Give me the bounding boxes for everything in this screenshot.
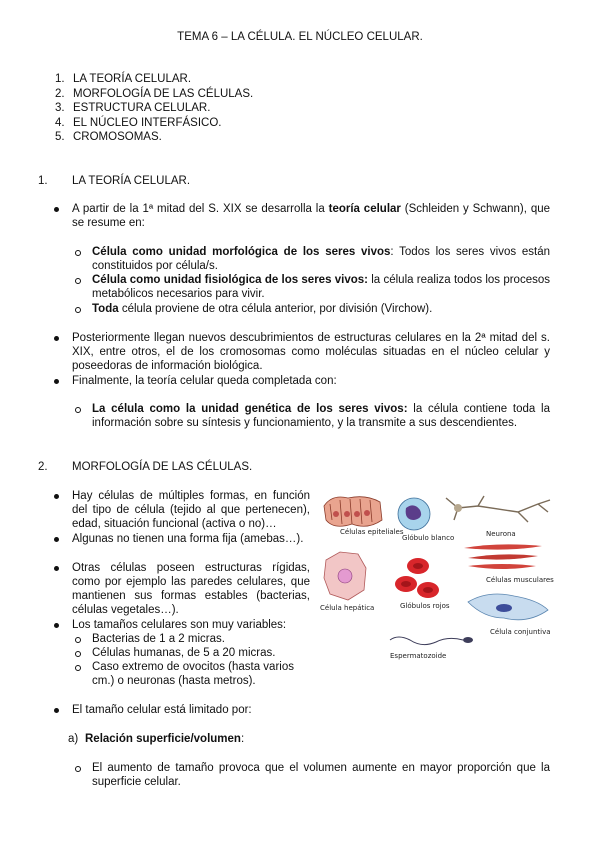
bullet-dot	[54, 623, 59, 628]
bullet-tamanos: Los tamaños celulares son muy variables:	[72, 618, 310, 632]
sub-bullet-morfologica: Célula como unidad morfológica de los seres vivos: Todos los seres vivos están constituidos por célula/s.	[92, 245, 550, 273]
sub-bullet-volumen: El aumento de tamaño provoca que el volumen aumente en mayor proporción que la superficie celular.	[92, 761, 550, 789]
hepatic-cell-illustration	[324, 552, 366, 600]
sub-heading-a: a) Relación superficie/volumen:	[68, 733, 245, 745]
sperm-illustration	[390, 637, 473, 645]
sub-bullet-division: Toda célula proviene de otra célula anterior, por división (Virchow).	[92, 302, 550, 316]
label-rojos: Glóbulos rojos	[400, 602, 450, 610]
white-blood-cell-illustration	[398, 498, 430, 530]
sub-bullet-genetica: La célula como la unidad genética de los seres vivos: la célula contiene toda la información sobre su síntesis y funcionamiento, y la transmite a sus descendientes.	[92, 402, 550, 430]
sub-bullet-circle	[75, 407, 81, 413]
cell-types-figure	[318, 490, 554, 662]
bullet-dot	[54, 336, 59, 341]
table-of-contents	[55, 72, 253, 145]
label-espermatozoide: Espermatozoide	[390, 652, 447, 660]
size-item: Bacterias de 1 a 2 micras.	[92, 632, 312, 646]
bullet-dot	[54, 379, 59, 384]
sub-bullet-circle	[75, 250, 81, 256]
bullet-amebas: Algunas no tienen una forma fija (amebas…).	[72, 532, 310, 546]
section-1-heading: 1. LA TEORÍA CELULAR.	[38, 175, 191, 187]
toc-item: 5. CROMOSOMAS.	[55, 131, 162, 143]
sub-bullet-fisiologica: Célula como unidad fisiológica de los seres vivos: la célula realiza todos los procesos metabólicos necesarios para vivir.	[92, 273, 550, 301]
toc-item: 1. LA TEORÍA CELULAR.	[55, 73, 192, 85]
label-neurona: Neurona	[486, 530, 516, 538]
bullet-intro: A partir de la 1ª mitad del S. XIX se desarrolla la teoría celular (Schleiden y Schwann), que se resume en:	[72, 202, 550, 230]
bullet-posteriormente: Posteriormente llegan nuevos descubrimientos de estructuras celulares en la 2ª mitad del s. XIX, entre otros, el de los cromosomas como moléculas situadas en el núcleo celular y poseedoras de información biológica.	[72, 331, 550, 373]
bullet-finalmente: Finalmente, la teoría celular queda completada con:	[72, 374, 550, 388]
sub-bullet-circle	[75, 665, 81, 671]
bullet-dot	[54, 494, 59, 499]
page-title: TEMA 6 – LA CÉLULA. EL NÚCLEO CELULAR.	[177, 31, 423, 43]
label-hepatica: Célula hepática	[320, 604, 375, 612]
bullet-dot	[54, 537, 59, 542]
toc-item: 3. ESTRUCTURA CELULAR.	[55, 102, 211, 114]
bullet-dot	[54, 207, 59, 212]
bullet-limitado: El tamaño celular está limitado por:	[72, 703, 550, 717]
bullet-dot	[54, 566, 59, 571]
bullet-dot	[54, 708, 59, 713]
toc-item: 2. MORFOLOGÍA DE LAS CÉLULAS.	[55, 87, 254, 100]
epithelial-cells-illustration	[324, 497, 382, 527]
sub-bullet-circle	[75, 278, 81, 284]
bullet-rigidas: Otras células poseen estructuras rígidas, como por ejemplo las paredes celulares, que mantienen sus formas estables (bacterias, células vegetales…).	[72, 561, 310, 617]
label-conjuntiva: Célula conjuntiva	[490, 628, 551, 636]
label-epiteliales: Células epiteliales	[340, 528, 404, 536]
sub-bullet-circle	[75, 307, 81, 313]
label-musculares: Células musculares	[486, 576, 554, 584]
size-item: Células humanas, de 5 a 20 micras.	[92, 646, 312, 660]
section-2-heading: 2. MORFOLOGÍA DE LAS CÉLULAS.	[38, 461, 253, 473]
sub-bullet-circle	[75, 766, 81, 772]
neuron-illustration	[446, 496, 550, 522]
label-globulo-blanco: Glóbulo blanco	[402, 534, 455, 542]
connective-cell-illustration	[468, 594, 548, 620]
bullet-formas: Hay células de múltiples formas, en función del tipo de célula (tejido al que pertenecen), edad, situación funcional (activa o no)…	[72, 489, 310, 531]
muscle-cells-illustration	[464, 544, 542, 569]
sub-bullet-circle	[75, 651, 81, 657]
toc-item: 4. EL NÚCLEO INTERFÁSICO.	[55, 116, 222, 129]
sub-bullet-circle	[75, 637, 81, 643]
size-item: Caso extremo de ovocitos (hasta varios cm.) o neuronas (hasta metros).	[92, 660, 312, 688]
red-blood-cells-illustration	[395, 558, 439, 598]
